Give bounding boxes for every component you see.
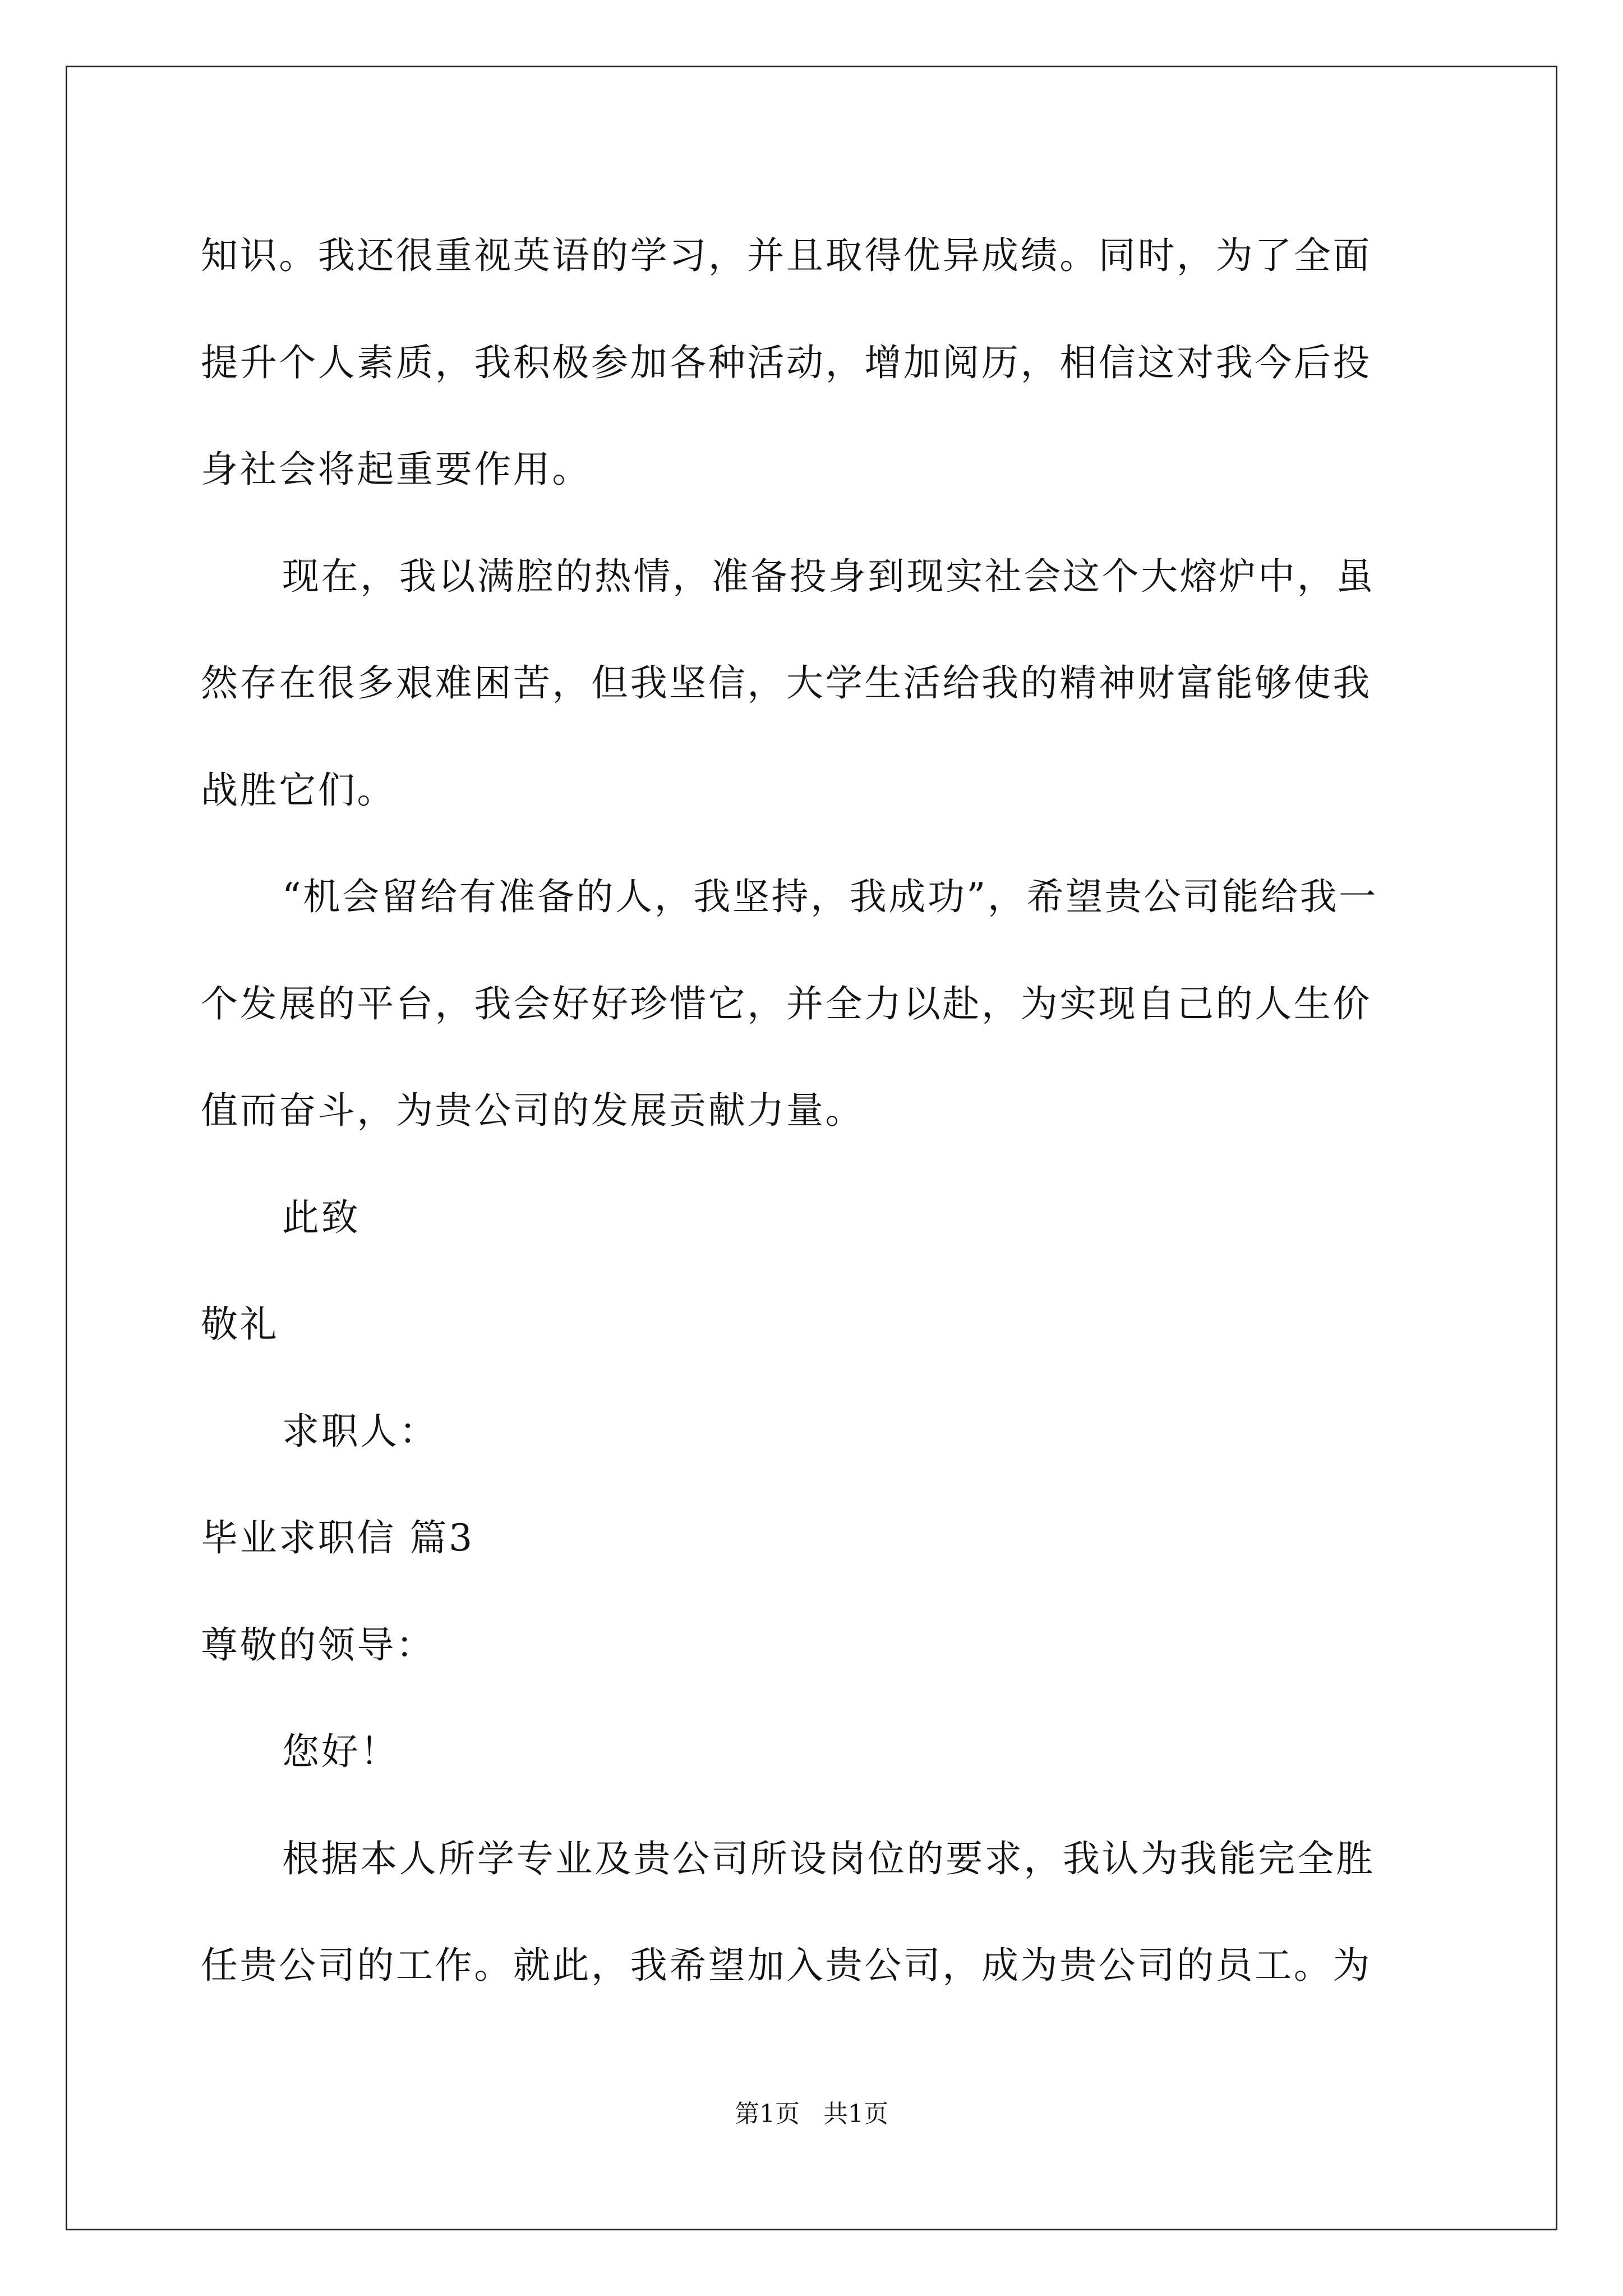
closing-salutation: 此致	[282, 1196, 361, 1239]
body-line-9: 值而奋斗，为贵公司的发展贡献力量。	[201, 1089, 865, 1132]
body-line-3: 身社会将起重要作用。	[201, 448, 591, 491]
applicant-signature-label: 求职人：	[282, 1410, 439, 1453]
body-line-1: 知识。我还很重视英语的学习，并且取得优异成绩。同时，为了全面	[201, 234, 1372, 277]
greeting-hello: 您好！	[282, 1730, 399, 1773]
closing-regards: 敬礼	[201, 1303, 279, 1346]
greeting-recipient: 尊敬的领导：	[201, 1623, 435, 1667]
page-number-footer: 第1页 共1页	[735, 2100, 888, 2128]
body-line-8: 个发展的平台，我会好好珍惜它，并全力以赴，为实现自己的人生价	[201, 982, 1372, 1025]
body-line-10: 根据本人所学专业及贵公司所设岗位的要求，我认为我能完全胜	[282, 1837, 1375, 1880]
body-line-11: 任贵公司的工作。就此，我希望加入贵公司，成为贵公司的员工。为	[201, 1944, 1372, 1987]
body-line-2: 提升个人素质，我积极参加各种活动，增加阅历，相信这对我今后投	[201, 341, 1372, 384]
section-title: 毕业求职信 篇3	[201, 1516, 474, 1559]
page-border	[66, 66, 1557, 2230]
body-line-4: 现在，我以满腔的热情，准备投身到现实社会这个大熔炉中，虽	[282, 555, 1375, 598]
body-line-6: 战胜它们。	[201, 769, 396, 812]
body-line-7: “机会留给有准备的人，我坚持，我成功”，希望贵公司能给我一	[282, 875, 1378, 918]
body-line-5: 然存在很多艰难困苦，但我坚信，大学生活给我的精神财富能够使我	[201, 661, 1372, 705]
